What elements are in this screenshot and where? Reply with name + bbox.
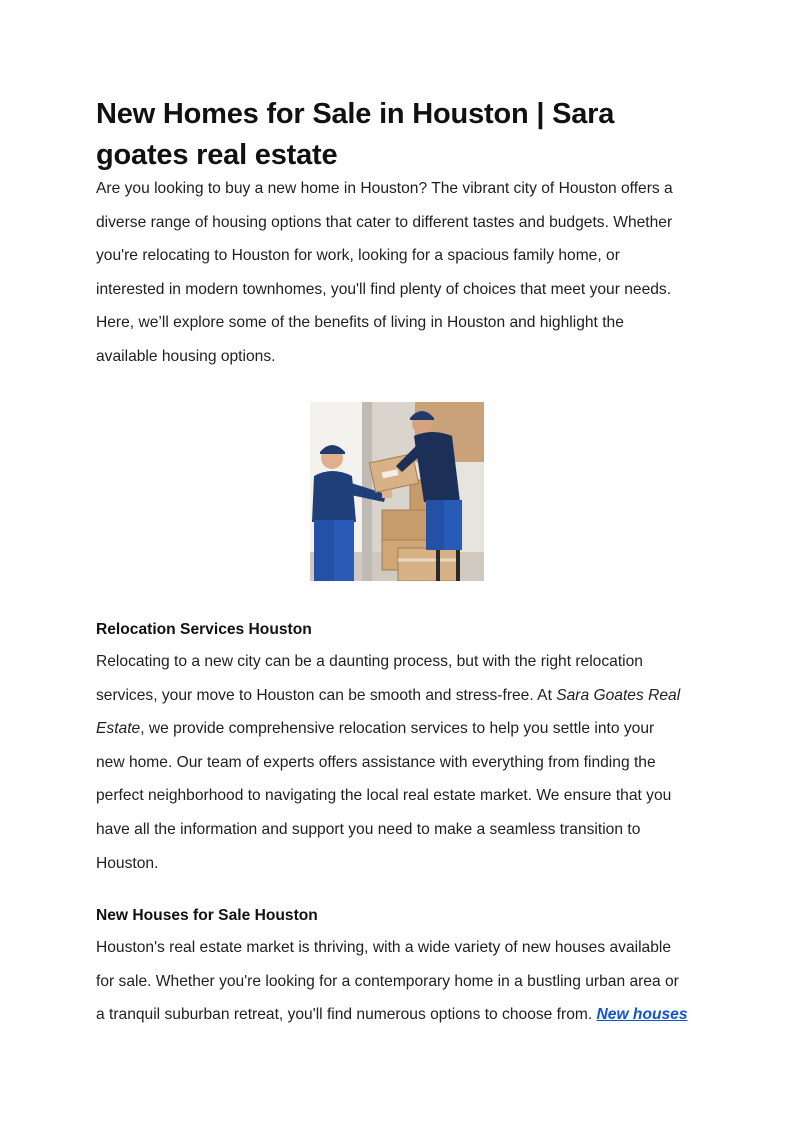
- relocation-line: [96, 712, 700, 746]
- new-houses-link[interactable]: New houses: [596, 1006, 688, 1024]
- relocation-line: perfect neighborhood to navigating the local real estate market. We ensure that you: [96, 787, 672, 805]
- new-houses-heading: New Houses for Sale Houston: [96, 907, 318, 924]
- intro-line: diverse range of housing options that cater to different tastes and budgets. Whether: [96, 213, 673, 231]
- intro-line: Are you looking to buy a new home in Houston? The vibrant city of Houston offers a: [96, 180, 673, 197]
- page-title: New Homes for Sale in Houston | Sara goates real estate: [96, 98, 615, 171]
- relocation-text: services, your move to Houston can be smooth and stress-free. At: [96, 686, 557, 704]
- company-name-emphasis: Estate: [96, 720, 141, 738]
- relocation-heading: Relocation Services Houston: [96, 621, 312, 638]
- relocation-paragraph: [96, 645, 700, 880]
- company-name-emphasis: Sara Goates Real: [556, 686, 681, 704]
- relocation-text: , we provide comprehensive relocation services to help you settle into your: [140, 720, 655, 738]
- relocation-line: [96, 679, 700, 713]
- intro-line: you're relocating to Houston for work, looking for a spacious family home, or: [96, 247, 620, 265]
- new-houses-line: [96, 998, 700, 1032]
- intro-line: interested in modern townhomes, you'll find plenty of choices that meet your needs.: [96, 280, 672, 298]
- relocation-line: Relocating to a new city can be a daunting process, but with the right relocation: [96, 653, 643, 670]
- movers-illustration: [310, 402, 484, 581]
- new-houses-line: Houston's real estate market is thriving, with a wide variety of new houses available: [96, 939, 672, 956]
- relocation-line: have all the information and support you need to make a seamless transition to: [96, 820, 641, 838]
- intro-line: Here, we’ll explore some of the benefits of living in Houston and highlight the: [96, 314, 624, 332]
- new-houses-paragraph: [96, 931, 700, 1032]
- intro-line: available housing options.: [96, 347, 276, 365]
- intro-paragraph: [96, 172, 700, 374]
- relocation-line: Houston.: [96, 854, 159, 872]
- new-houses-text: a tranquil suburban retreat, you'll find numerous options to choose from.: [96, 1006, 597, 1024]
- movers-photo: [310, 402, 484, 581]
- relocation-line: new home. Our team of experts offers assistance with everything from finding the: [96, 753, 656, 771]
- new-houses-line: for sale. Whether you're looking for a contemporary home in a bustling urban area or: [96, 972, 679, 990]
